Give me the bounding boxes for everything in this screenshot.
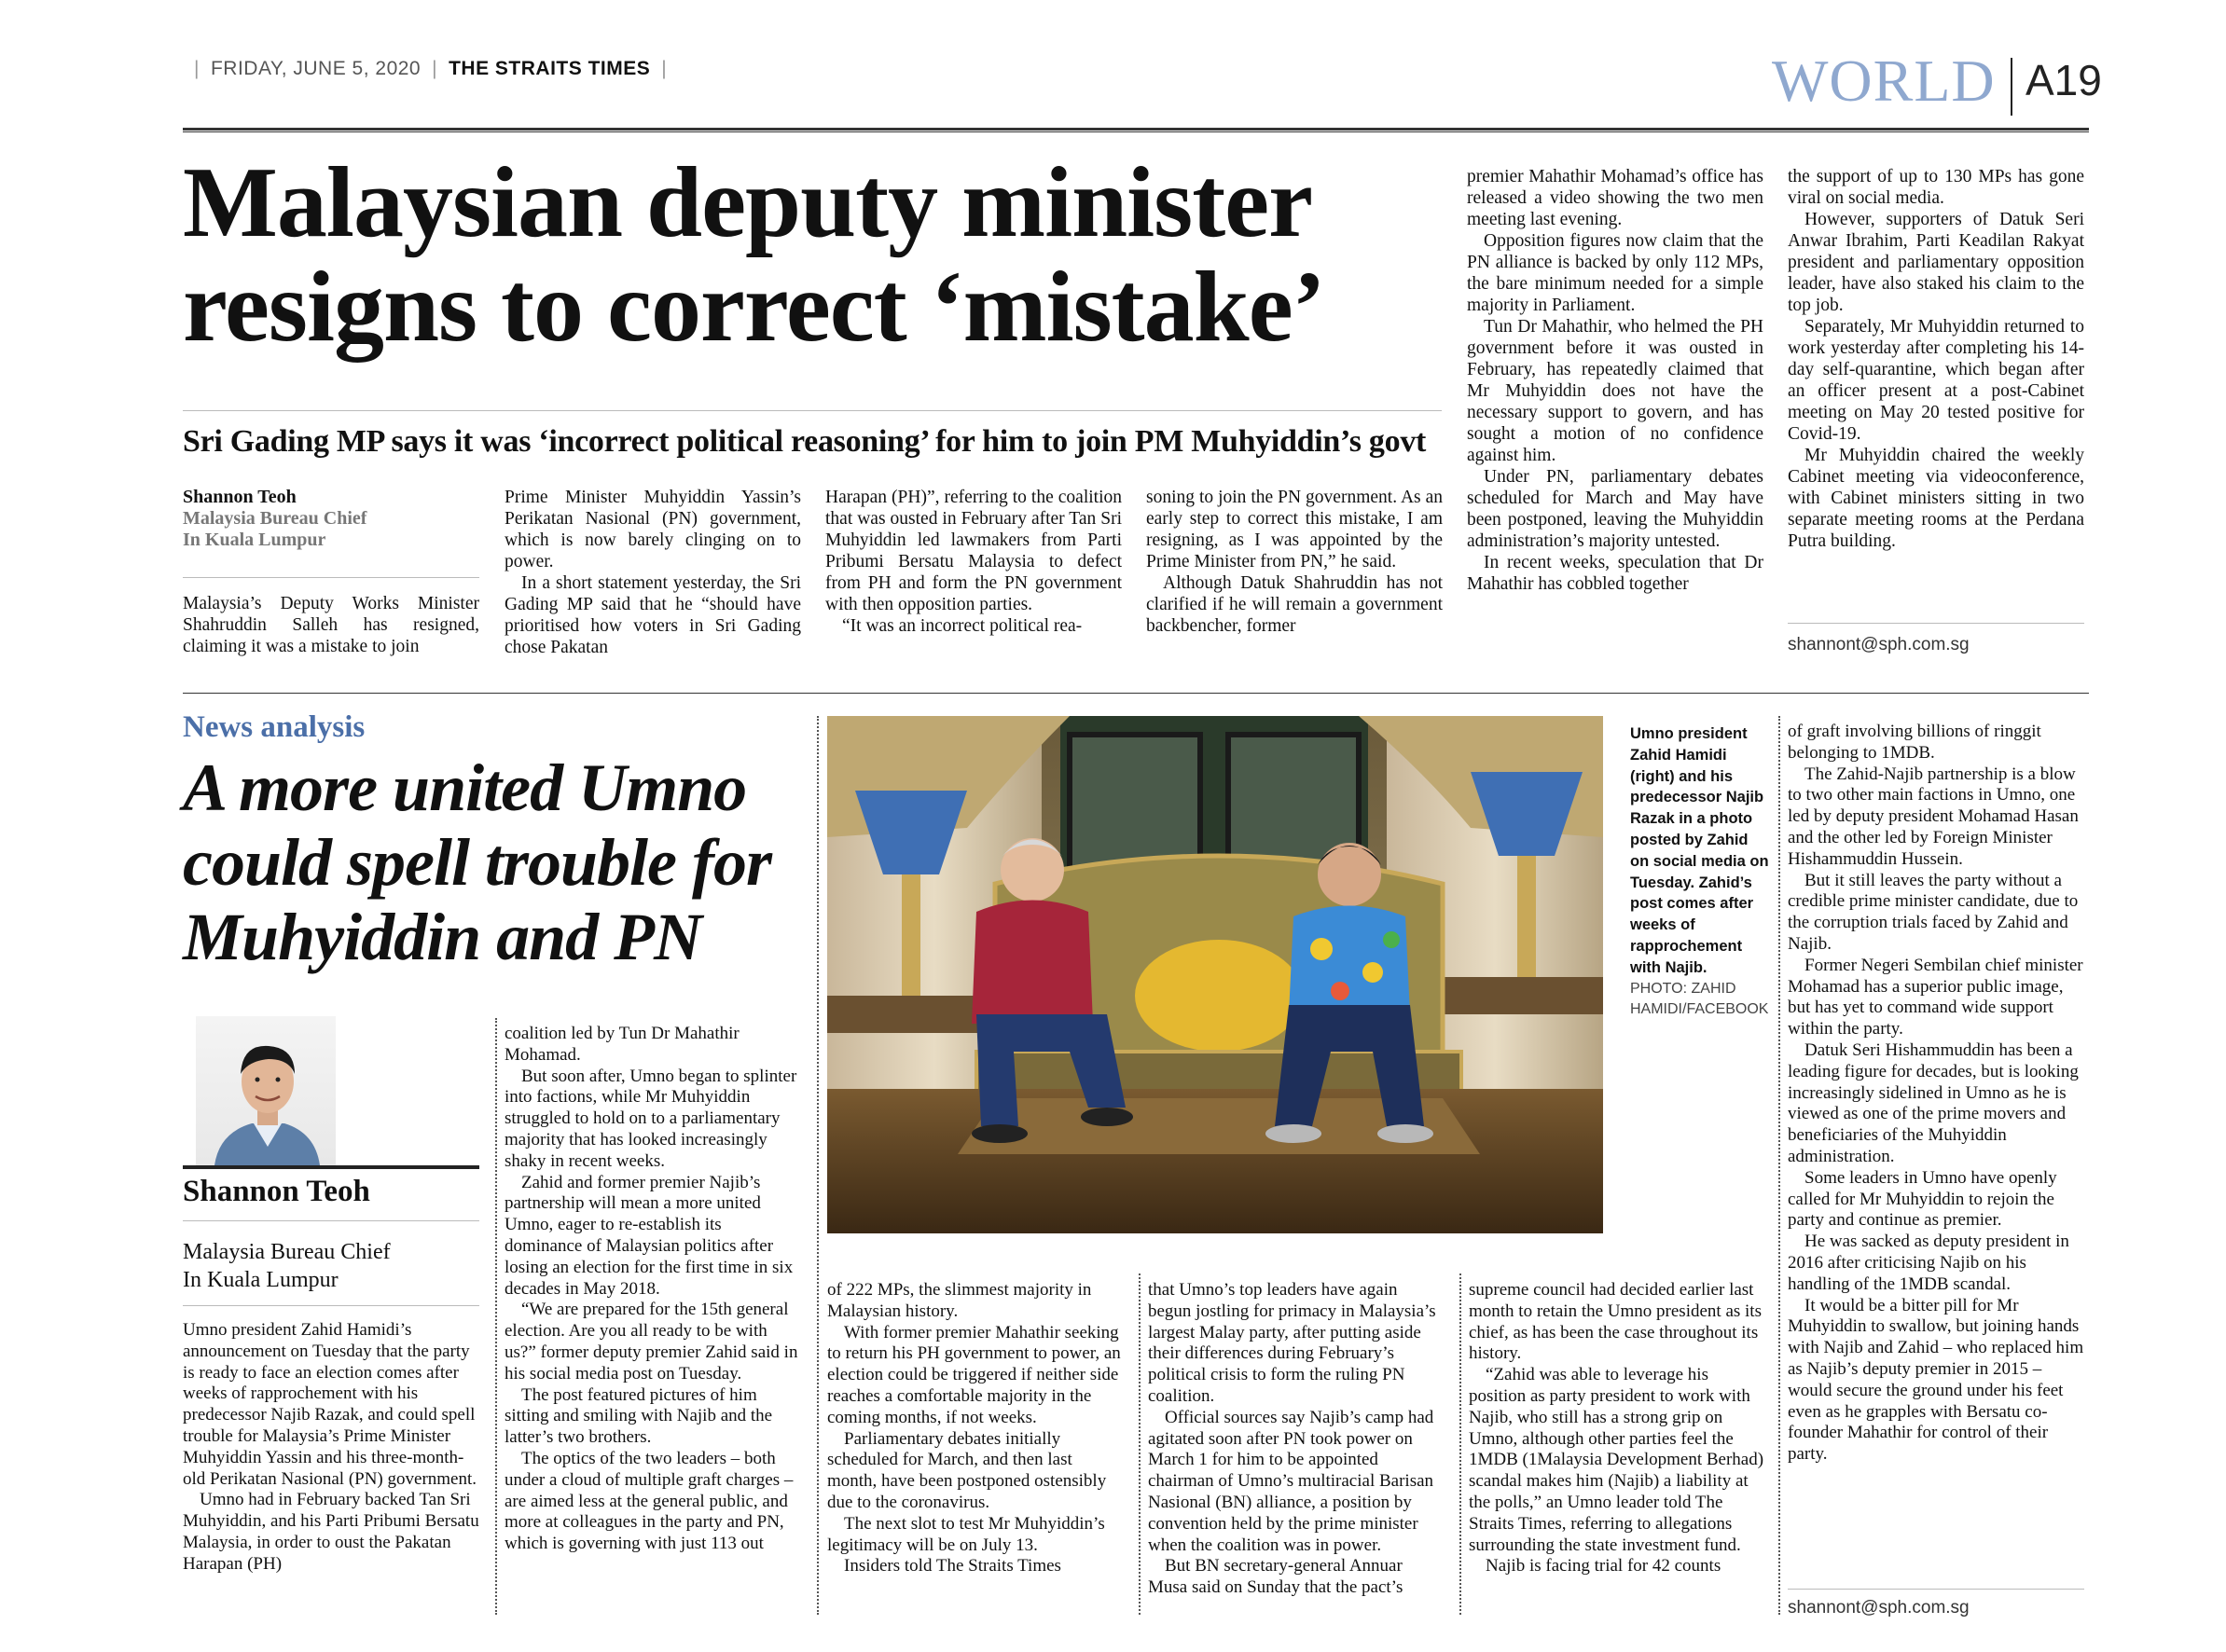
paragraph: In recent weeks, speculation that Dr Mahathir has cobbled together (1467, 553, 1763, 594)
author-name: Shannon Teoh (183, 1175, 370, 1208)
paragraph: Opposition figures now claim that the PN alliance is backed by only 112 MPs, the bare minimum needed for a simple majority in Parliament. (1467, 231, 1763, 315)
paragraph: Separately, Mr Muhyiddin returned to work yesterday after completing his 14-day self-quarantine, which began after an officer present at a post-Cabinet meeting on May 20 tested positive for Covid-19. (1788, 317, 2084, 444)
paragraph: Malaysia’s Deputy Works Minister Shahruddin Salleh has resigned, claiming it was a mistake to join (183, 594, 479, 656)
paragraph: The next slot to test Mr Muhyiddin’s legitimacy will be on July 13. (827, 1513, 1105, 1555)
paragraph: Mr Muhyiddin chaired the weekly Cabinet meeting via videoconference, with Cabinet ministers sitting in two separate meeting rooms at the Perdana Putra building. (1788, 446, 2084, 551)
author-rule-thin (183, 1220, 479, 1221)
paragraph: Datuk Seri Hishammuddin has been a leading figure for decades, but is looking increasingly sidelined in Umno as he is viewed as one of the prime movers and beneficiaries of the Muhyiddin administration. (1788, 1039, 2079, 1166)
paper-name: THE STRAITS TIMES (449, 58, 651, 79)
column-divider (1778, 716, 1780, 1615)
paragraph: But soon after, Umno began to splinter into factions, while Mr Muhyiddin struggled to hold on to a parliamentary majority that has looked increasingly shaky in recent weeks. (505, 1066, 797, 1171)
story1-column-6 (1788, 166, 2084, 552)
paragraph: Some leaders in Umno have openly called for Mr Muhyiddin to rejoin the party and continue as premier. (1788, 1167, 2057, 1231)
paragraph: The Zahid-Najib partnership is a blow to two other main factions in Umno, one led by deputy president Mohamad Hasan and the other led by Foreign Minister Hishammuddin Hussein. (1788, 764, 2079, 869)
story-photo (827, 716, 1603, 1233)
paragraph: Although Datuk Shahruddin has not clarified if he will remain a government backbencher, former (1146, 573, 1443, 636)
paragraph: Official sources say Najib’s camp had agitated soon after PN took power on March 1 for him to be appointed chairman of Umno’s multiracial Barisan Nasional (BN) alliance, a position by convention held by the prime minister when the coalition was in power. (1148, 1407, 1434, 1555)
headline-line: A more united Umno (183, 750, 747, 825)
paragraph: The post featured pictures of him sitting and smiling with Najib and the latter’s two brothers. (505, 1384, 773, 1448)
paragraph: that Umno’s top leaders have again begun jostling for primacy in Malaysia’s largest Malay party, after putting aside their differences during February’s political crisis to form the ruling PN coalition. (1148, 1280, 1436, 1406)
paragraph: coalition led by Tun Dr Mahathir Mohamad. (505, 1024, 740, 1065)
column-divider (817, 716, 819, 1615)
paragraph: “We are prepared for the 15th general election. Are you all ready to be with us?” former deputy premier Zahid said in his social media post on Tuesday. (505, 1300, 798, 1384)
email-rule (1788, 1589, 2084, 1590)
author-location: In Kuala Lumpur (183, 1268, 339, 1292)
byline-title: Malaysia Bureau Chief (183, 508, 367, 529)
subhead-rule (183, 410, 1442, 411)
masthead-line: | FRIDAY, JUNE 5, 2020 | THE STRAITS TIMES | (194, 58, 668, 79)
paragraph: Umno president Zahid Hamidi’s announcement on Tuesday that the party is ready to face an election comes after weeks of rapprochement with his predecessor Najib Razak, and could spell trouble for Malaysia’s Prime Minister Muhyiddin Yassin and his three-month-old Perikatan Nasional (PN) government. (183, 1320, 477, 1489)
paragraph: Prime Minister Muhyiddin Yassin’s Perikatan Nasional (PN) government, which is now barely clinging on to power. (505, 488, 801, 571)
paragraph: supreme council had decided earlier last month to retain the Umno president as its chief, as has been the case throughout its history. (1469, 1280, 1762, 1364)
paragraph: Under PN, parliamentary debates scheduled for March and May have been postponed, leaving the Muhyiddin administration’s majority untested. (1467, 467, 1763, 551)
story2-column-2 (505, 1024, 801, 1555)
story2-column-3 (827, 1280, 1124, 1577)
byline-location: In Kuala Lumpur (183, 530, 326, 550)
paragraph: Former Negeri Sembilan chief minister Mohamad has a superior public image, but has yet to command wide support within the party. (1788, 955, 2083, 1039)
paragraph: of 222 MPs, the slimmest majority in Malaysian history. (827, 1280, 1092, 1321)
paragraph: “It was an incorrect political rea- (842, 616, 1083, 636)
paragraph: soning to join the PN government. As an early step to correct this mistake, I am resigning, as I was appointed by the Prime Minister from PN,” he said. (1146, 488, 1443, 571)
paragraph: With former premier Mahathir seeking to return his PH government to power, an election could be triggered if neither side reaches a comfortable majority in the coming months, if not weeks. (827, 1322, 1121, 1427)
paragraph: premier Mahathir Mohamad’s office has released a video showing the two men meeting last evening. (1467, 167, 1763, 229)
story2-column-1 (183, 1320, 479, 1576)
paragraph: In a short statement yesterday, the Sri Gading MP said that he “should have prioritised how voters in Sri Gading chose Pakatan (505, 573, 801, 657)
paragraph: But it still leaves the party without a credible prime minister candidate, due to the corruption trials faced by Zahid and Najib. (1788, 870, 2079, 954)
section-name: WORLD (1772, 48, 1996, 114)
paragraph: Zahid and former premier Najib’s partnership will mean a more united Umno, eager to re-establish its dominance of Malaysian politics after losing an election for the first time in six decades in May 2018. (505, 1172, 794, 1299)
byline-name: Shannon Teoh (183, 487, 297, 507)
top-rule (183, 128, 2089, 132)
story2-column-4 (1148, 1280, 1445, 1599)
headline-line: Muhyiddin and PN (183, 900, 702, 974)
story1-column-4 (1146, 487, 1443, 637)
paragraph: He was sacked as deputy president in 2016 after criticising Najib on his handling of the 1MDB scandal. (1788, 1232, 2069, 1294)
author-rule (183, 1165, 479, 1169)
news-analysis-label: News analysis (183, 710, 366, 744)
paragraph: Najib is facing trial for 42 counts (1486, 1556, 1721, 1576)
photo-caption (1630, 723, 1770, 1021)
column-divider (495, 1018, 497, 1615)
paragraph: Parliamentary debates initially scheduled for March, and then last month, have been postponed ostensibly due to the coronavirus. (827, 1428, 1107, 1512)
paragraph: Harapan (PH)”, referring to the coalition that was ousted in February after Tan Sri Muhyiddin led lawmakers from Parti Pribumi Bersatu Malaysia to defect from PH and form the PN government with then opposition parties. (825, 488, 1122, 614)
email-rule (1788, 623, 2084, 624)
story1-email[interactable]: shannont@sph.com.sg (1788, 635, 1970, 654)
paragraph: of graft involving billions of ringgit belonging to 1MDB. (1788, 722, 2041, 763)
author-role: Malaysia Bureau Chief (183, 1240, 391, 1264)
story-divider (183, 693, 2089, 694)
paragraph: Umno had in February backed Tan Sri Muhyiddin, and his Parti Pribumi Bersatu Malaysia, in order to oust the Pakatan Harapan (PH) (183, 1490, 479, 1574)
story1-column-2 (505, 487, 801, 658)
column-divider (1459, 1273, 1461, 1615)
paragraph: the support of up to 130 MPs has gone viral on social media. (1788, 167, 2084, 208)
author-photo (196, 1016, 336, 1165)
paragraph: “Zahid was able to leverage his position as party president to work with Najib, who still has a strong grip on Umno, although other parties feel the 1MDB (1Malaysia Development Berhad) scandal makes him (Najib) a liability at the polls,” an Umno leader told The Straits Times, referring to allegations surrounding the state investment fund. (1469, 1365, 1764, 1555)
byline-rule (183, 577, 479, 578)
headline-line: could spell trouble for (183, 825, 772, 900)
author-title (183, 1238, 391, 1294)
paragraph: However, supporters of Datuk Seri Anwar Ibrahim, Parti Keadilan Rakyat president and parliamentary opposition leader, have also staked his claim to the top job. (1788, 210, 2084, 315)
story1-column-3 (825, 487, 1122, 637)
header-divider (2011, 58, 2012, 116)
story1-column-5 (1467, 166, 1763, 595)
caption-text: Umno president Zahid Hamidi (right) and his predecessor Najib Razak in a photo posted by Zahid on social media on Tuesday. Zahid’s post comes after weeks of rapprochement with Najib. (1630, 725, 1769, 976)
paragraph: The optics of the two leaders – both under a cloud of multiple graft charges – are aimed less at the general public, and more at colleagues in the party and PN, which is governing with just 113 out (505, 1448, 794, 1554)
author-bottom-rule (183, 1305, 479, 1306)
photo-credit: PHOTO: ZAHID HAMIDI/FACEBOOK (1630, 980, 1769, 1018)
page-number: A19 (2026, 56, 2102, 104)
story2-headline (183, 750, 780, 974)
story2-column-5 (1469, 1280, 1765, 1577)
story2-column-6 (1788, 722, 2084, 1466)
paragraph: But BN secretary-general Annuar Musa said on Sunday that the pact’s (1148, 1556, 1403, 1598)
story1-subhead: Sri Gading MP says it was ‘incorrect political reasoning’ for him to join PM Muhyiddin’s govt (183, 424, 1427, 459)
issue-date: FRIDAY, JUNE 5, 2020 (210, 58, 422, 79)
story2-email[interactable]: shannont@sph.com.sg (1788, 1598, 1970, 1618)
column-divider (1139, 1273, 1141, 1615)
story1-byline (183, 487, 479, 551)
paragraph: It would be a bitter pill for Mr Muhyiddin to swallow, but joining hands with Najib and Zahid – who replaced him as Najib’s deputy premier in 2015 – would secure the ground under his feet even as he grapples with Bersatu co-founder Mahathir for control of their party. (1788, 1295, 2084, 1465)
paragraph: Tun Dr Mahathir, who helmed the PH government before it was ousted in February, has repeatedly claimed that Mr Muhyiddin does not have the necessary support to govern, and has sought a motion of no confidence against him. (1467, 317, 1763, 465)
story1-headline: Malaysian deputy minister resigns to correct ‘mistake’ (183, 147, 1325, 363)
paragraph: Insiders told The Straits Times (844, 1556, 1061, 1576)
story1-column-1 (183, 593, 479, 657)
